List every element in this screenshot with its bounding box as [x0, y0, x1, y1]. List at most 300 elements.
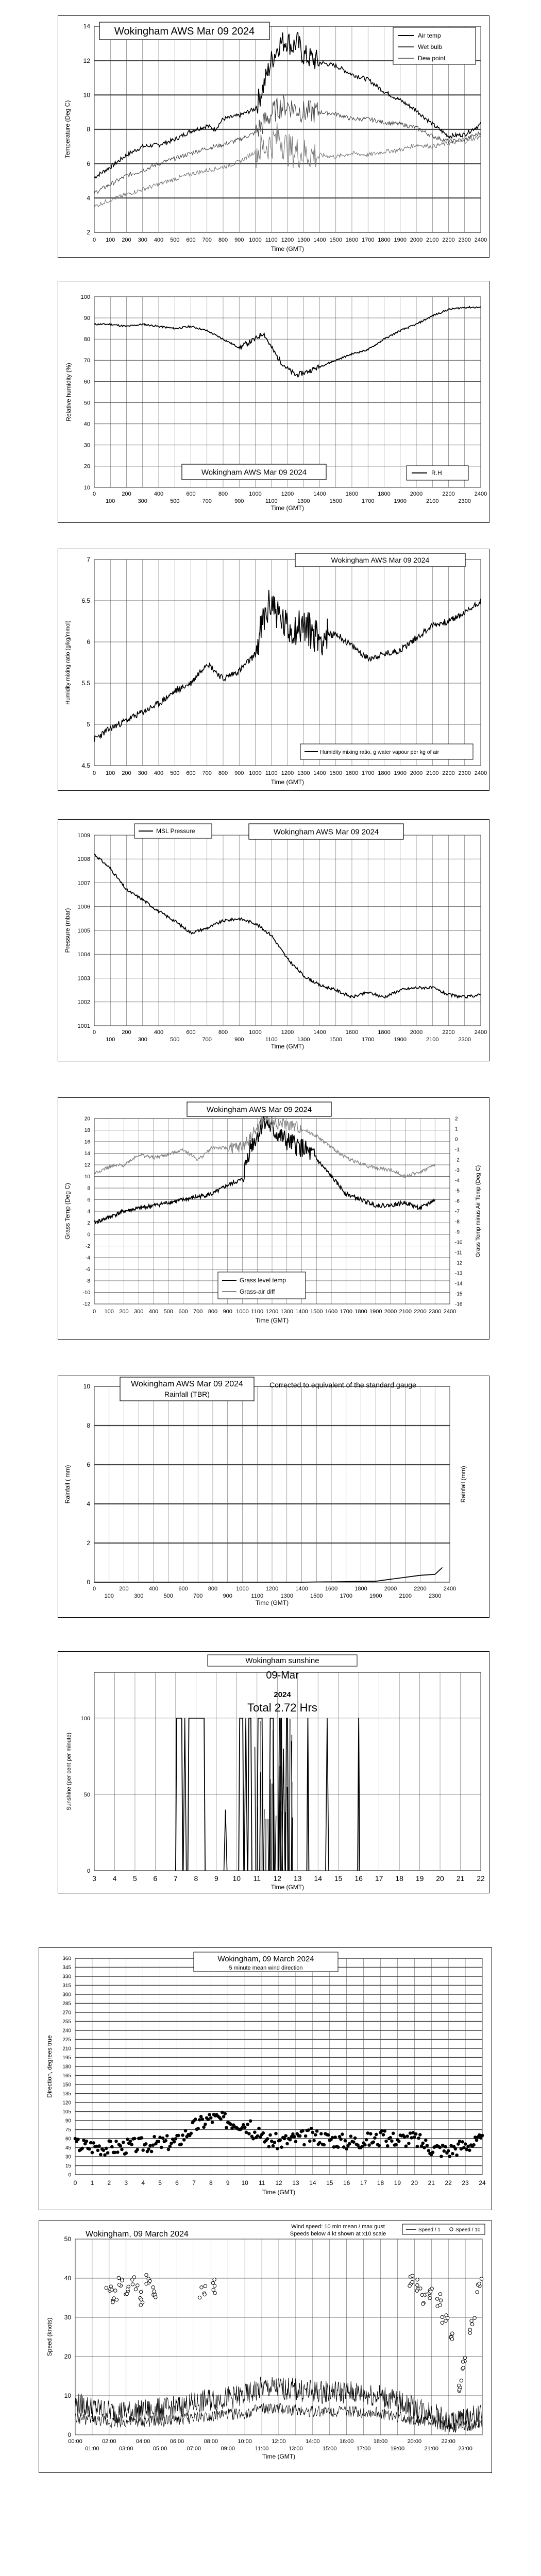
x-tick-21: 2100: [399, 1309, 412, 1315]
speed-10-point-51: [411, 2274, 414, 2277]
direction-point-233: [403, 2135, 407, 2139]
x-tick-3: 300: [134, 1309, 144, 1315]
direction-point-33: [120, 2148, 124, 2151]
x-tick-23: 2300: [458, 770, 471, 776]
y-tick-4: 6.5: [81, 597, 90, 605]
x-tick-top-5: 1000: [236, 1586, 249, 1592]
y-tick-20: 300: [62, 1992, 71, 1998]
x-tick-bottom-3: 700: [202, 498, 212, 504]
x-tick-17: 17: [360, 2179, 367, 2187]
x-tick-bottom-7: 1500: [329, 1037, 342, 1043]
x-tick-18: 21: [456, 1874, 465, 1883]
y-tick-6: 70: [83, 358, 90, 364]
direction-point-272: [458, 2140, 462, 2143]
x-tick-12: 1200: [265, 1309, 279, 1315]
x-tick-20: 2000: [410, 237, 423, 243]
x-tick-15: 1500: [310, 1309, 323, 1315]
speed-10-point-21: [132, 2276, 136, 2279]
y-tick-3: 1004: [77, 952, 90, 958]
direction-point-218: [382, 2133, 385, 2137]
x-tick-0: 0: [73, 2179, 77, 2187]
x-tick-22: 22: [445, 2179, 452, 2187]
x-tick-top-2: 400: [154, 1029, 164, 1036]
direction-point-221: [386, 2144, 390, 2148]
x-tick-24: 2400: [443, 1309, 457, 1315]
x-tick-6: 600: [186, 237, 196, 243]
temperature-chart: [58, 16, 490, 258]
direction-point-73: [177, 2134, 180, 2138]
x-tick-20: 2000: [410, 770, 423, 776]
x-tick-18: 1800: [354, 1309, 367, 1315]
humidity-chart-panel: [58, 281, 489, 523]
x-tick-top-8: 16:00: [339, 2438, 354, 2445]
direction-point-130: [257, 2127, 261, 2130]
mixing-ratio-chart: [58, 549, 490, 791]
x-tick-24: 2400: [474, 237, 487, 243]
y-tick-3: 6: [87, 638, 90, 646]
x-axis-label: Time (GMT): [270, 1043, 305, 1050]
y-tick-22: 330: [62, 1974, 71, 1980]
x-tick-top-7: 1400: [313, 1029, 326, 1036]
x-tick-top-2: 400: [148, 1586, 159, 1592]
x-tick-5: 500: [170, 237, 180, 243]
x-tick-7: 7: [192, 2179, 196, 2187]
y-tick-8: 90: [83, 315, 90, 321]
direction-point-61: [160, 2146, 163, 2149]
temperature-chart-panel: [58, 15, 489, 258]
x-tick-top-0: 0: [92, 1029, 96, 1036]
speed-10-point-82: [451, 2332, 454, 2335]
speed-10-point-36: [153, 2290, 156, 2293]
direction-point-5: [80, 2147, 84, 2150]
direction-point-103: [219, 2117, 223, 2121]
speed-10-point-78: [441, 2315, 444, 2318]
x-tick-0: 0: [92, 237, 96, 243]
y-tick-1: 1002: [77, 999, 90, 1006]
direction-point-174: [319, 2132, 323, 2136]
direction-point-90: [201, 2117, 205, 2121]
sunshine-chart: [58, 1652, 490, 1894]
y-tick-7: 2: [87, 1221, 90, 1226]
y-tick-right-8: -8: [455, 1219, 460, 1225]
x-tick-bottom-1: 300: [134, 1593, 144, 1599]
direction-point-259: [439, 2155, 443, 2158]
direction-point-88: [198, 2118, 201, 2122]
direction-point-106: [224, 2112, 227, 2115]
speed-10-point-43: [203, 2293, 206, 2296]
direction-point-195: [349, 2134, 353, 2138]
x-tick-5: 500: [170, 770, 180, 776]
direction-point-191: [344, 2139, 347, 2143]
speed-10-point-9: [115, 2298, 118, 2301]
y-tick-8: 4: [87, 1209, 90, 1215]
x-tick-bottom-5: 1100: [251, 1593, 264, 1599]
x-tick-10: 13: [293, 1874, 302, 1883]
y-tick-7: 1008: [77, 856, 90, 863]
direction-point-209: [369, 2132, 373, 2136]
speed-10-point-34: [145, 2273, 148, 2276]
speed-10-point-24: [134, 2287, 137, 2291]
x-tick-3: 300: [138, 770, 147, 776]
direction-point-77: [182, 2138, 186, 2142]
direction-point-170: [314, 2133, 317, 2137]
direction-point-127: [253, 2130, 257, 2134]
direction-point-67: [168, 2145, 172, 2148]
y-tick-2: -8: [86, 1278, 90, 1284]
y-tick-1: 10: [64, 2392, 71, 2400]
direction-point-247: [422, 2146, 426, 2149]
x-tick-1: 1: [90, 2179, 94, 2187]
direction-point-138: [268, 2133, 272, 2137]
y-tick-9: 6: [87, 1197, 90, 1203]
direction-point-223: [388, 2136, 392, 2140]
y-tick-2: 6: [87, 160, 90, 167]
x-tick-14: 1400: [313, 237, 326, 243]
x-tick-22: 2200: [442, 237, 455, 243]
x-tick-3: 300: [138, 237, 147, 243]
y-axis-label-right: Grass Temp minus Air Temp (Deg C): [475, 1165, 481, 1258]
direction-point-208: [367, 2143, 371, 2147]
chart-title: Wokingham sunshine: [245, 1656, 319, 1665]
x-tick-bottom-11: 2300: [429, 1593, 442, 1599]
direction-point-169: [312, 2139, 316, 2143]
x-axis-label: Time (GMT): [255, 1599, 289, 1606]
direction-point-120: [243, 2126, 247, 2129]
direction-point-76: [181, 2133, 184, 2137]
x-tick-8: 8: [209, 2179, 213, 2187]
direction-point-241: [414, 2132, 418, 2136]
y-tick-4: 50: [83, 400, 90, 406]
direction-point-276: [464, 2142, 467, 2146]
x-tick-top-3: 600: [186, 491, 196, 497]
x-tick-bottom-10: 2100: [426, 498, 439, 504]
y-tick-5: 1006: [77, 904, 90, 910]
x-tick-top-7: 1400: [295, 1586, 308, 1592]
direction-point-140: [272, 2144, 275, 2148]
speed-10-point-17: [126, 2287, 129, 2291]
sunshine-chart-panel: [58, 1651, 489, 1893]
x-tick-6: 600: [178, 1309, 188, 1315]
y-tick-1: 5: [87, 721, 90, 728]
y-tick-right-14: -2: [455, 1157, 460, 1163]
x-tick-9: 900: [234, 770, 244, 776]
x-tick-3: 6: [153, 1874, 158, 1883]
x-tick-bottom-5: 11:00: [255, 2446, 269, 2452]
direction-point-163: [304, 2134, 308, 2138]
y-tick-1: 50: [83, 1791, 90, 1798]
x-tick-top-7: 14:00: [306, 2438, 320, 2445]
direction-point-186: [336, 2145, 340, 2149]
x-tick-14: 17: [375, 1874, 383, 1883]
chart-annotation: Corrected to equivalent of the standard gauge: [269, 1381, 416, 1389]
y-tick-6: 1007: [77, 880, 90, 887]
direction-point-85: [194, 2117, 197, 2121]
speed-10-point-33: [148, 2279, 151, 2282]
x-tick-22: 2200: [414, 1309, 427, 1315]
speed-10-point-84: [450, 2337, 453, 2341]
y-tick-0: 0: [68, 2172, 71, 2178]
y-tick-0: 2: [87, 229, 90, 236]
y-tick-5: 12: [83, 57, 90, 64]
chart-title: Wokingham AWS Mar 09 2024: [114, 26, 255, 38]
y-tick-right-6: -10: [455, 1240, 463, 1246]
speed-10-point-40: [204, 2284, 207, 2287]
speed-10-point-73: [439, 2299, 442, 2302]
x-tick-bottom-9: 19:00: [390, 2446, 405, 2452]
x-tick-7: 700: [202, 237, 212, 243]
y-tick-2: 5.5: [81, 680, 90, 687]
x-tick-17: 1700: [362, 770, 375, 776]
x-tick-23: 2300: [429, 1309, 442, 1315]
speed-10-point-38: [151, 2286, 155, 2289]
speed-10-point-89: [458, 2388, 461, 2391]
direction-point-220: [384, 2140, 388, 2143]
direction-point-207: [366, 2131, 370, 2135]
x-tick-bottom-9: 1900: [394, 498, 407, 504]
chart-subtitle: Rainfall (TBR): [164, 1390, 210, 1398]
speed-10-point-77: [441, 2321, 444, 2324]
x-axis-label: Time (GMT): [270, 245, 305, 252]
direction-point-179: [327, 2133, 330, 2137]
y-tick-right-2: -14: [455, 1281, 463, 1287]
x-tick-4: 400: [148, 1309, 159, 1315]
x-tick-bottom-0: 01:00: [85, 2446, 99, 2452]
x-axis-label: Time (GMT): [262, 2453, 296, 2460]
x-tick-7: 10: [232, 1874, 241, 1883]
direction-point-29: [114, 2140, 118, 2143]
speed-10-point-44: [198, 2296, 201, 2299]
speed-10-point-22: [131, 2283, 134, 2286]
x-tick-top-3: 06:00: [170, 2438, 184, 2445]
direction-point-142: [274, 2132, 278, 2136]
direction-point-270: [455, 2154, 459, 2157]
y-tick-5: 50: [64, 2235, 71, 2243]
x-tick-23: 23: [462, 2179, 469, 2187]
direction-point-22: [105, 2147, 108, 2150]
x-tick-bottom-11: 2300: [458, 1037, 471, 1043]
y-tick-19: 285: [62, 2001, 71, 2007]
y-tick-0: 0: [87, 1868, 90, 1874]
x-tick-top-12: 2400: [474, 1029, 487, 1036]
direction-point-261: [443, 2149, 446, 2153]
direction-point-197: [352, 2140, 356, 2144]
chart-year: 2024: [274, 1690, 291, 1699]
x-tick-13: 1300: [280, 1309, 293, 1315]
x-tick-19: 1900: [394, 237, 407, 243]
y-tick-right-5: -11: [455, 1250, 462, 1256]
y-tick-6: 0: [87, 1232, 90, 1238]
speed-10-point-55: [416, 2283, 419, 2286]
direction-point-225: [392, 2132, 395, 2136]
x-tick-top-9: 1800: [354, 1586, 367, 1592]
x-tick-2: 200: [122, 237, 131, 243]
direction-point-275: [462, 2146, 466, 2149]
x-tick-21: 21: [428, 2179, 435, 2187]
x-tick-8: 800: [218, 237, 228, 243]
x-tick-top-4: 800: [208, 1586, 218, 1592]
y-tick-right-18: 2: [455, 1116, 458, 1122]
x-tick-top-2: 400: [154, 491, 164, 497]
direction-point-248: [424, 2139, 428, 2142]
x-tick-19: 1900: [394, 770, 407, 776]
y-tick-3: 40: [83, 421, 90, 428]
direction-point-53: [148, 2144, 152, 2148]
x-tick-top-5: 10:00: [238, 2438, 252, 2445]
x-tick-top-5: 1000: [249, 1029, 262, 1036]
direction-point-52: [147, 2147, 150, 2151]
y-tick-12: 180: [62, 2064, 71, 2070]
x-tick-top-8: 1600: [325, 1586, 338, 1592]
x-tick-bottom-1: 300: [138, 1037, 147, 1043]
y-tick-right-16: 0: [455, 1137, 458, 1143]
x-tick-16: 16: [343, 2179, 350, 2187]
direction-point-50: [144, 2142, 148, 2146]
x-tick-bottom-6: 13:00: [289, 2446, 303, 2452]
direction-point-107: [225, 2126, 228, 2129]
x-tick-bottom-3: 07:00: [187, 2446, 201, 2452]
x-axis-label: Time (GMT): [270, 778, 305, 786]
x-tick-bottom-9: 1900: [369, 1593, 382, 1599]
x-tick-top-5: 1000: [249, 491, 262, 497]
x-tick-15: 18: [395, 1874, 403, 1883]
x-tick-0: 0: [92, 1309, 96, 1315]
speed-10-point-23: [136, 2284, 139, 2287]
direction-point-227: [394, 2143, 398, 2147]
direction-point-37: [126, 2138, 129, 2141]
direction-point-215: [378, 2144, 381, 2147]
direction-point-176: [323, 2143, 326, 2147]
direction-point-235: [405, 2134, 409, 2138]
x-tick-top-8: 1600: [345, 1029, 359, 1036]
chart-subtitle: 5 minute mean wind direction: [229, 1965, 303, 1971]
direction-point-40: [130, 2143, 133, 2146]
x-tick-4: 400: [154, 770, 164, 776]
x-tick-top-4: 800: [218, 491, 228, 497]
direction-point-161: [301, 2129, 305, 2133]
direction-point-238: [410, 2136, 414, 2140]
rainfall-chart: [58, 1376, 490, 1618]
y-tick-right-15: -1: [455, 1147, 460, 1153]
x-tick-bottom-6: 1300: [280, 1593, 293, 1599]
x-tick-16: 19: [415, 1874, 424, 1883]
speed-10-point-41: [200, 2286, 203, 2289]
x-tick-11: 1100: [265, 237, 278, 243]
x-tick-11: 14: [314, 1874, 322, 1883]
direction-point-166: [308, 2140, 312, 2143]
speed-10-point-94: [463, 2356, 466, 2359]
direction-point-56: [153, 2135, 156, 2139]
x-tick-4: 400: [154, 237, 164, 243]
direction-point-224: [390, 2139, 394, 2143]
x-tick-top-6: 1200: [265, 1586, 279, 1592]
x-tick-top-9: 1800: [378, 1029, 391, 1036]
x-tick-18: 1800: [378, 237, 391, 243]
speed-10-point-64: [421, 2302, 425, 2306]
x-tick-20: 2000: [384, 1309, 397, 1315]
speed-10-point-74: [435, 2297, 438, 2300]
speed-10-point-96: [468, 2331, 471, 2334]
direction-point-97: [211, 2121, 214, 2124]
direction-point-243: [417, 2137, 420, 2140]
x-tick-8: 11: [253, 1874, 261, 1883]
direction-point-229: [397, 2140, 401, 2143]
direction-point-219: [383, 2129, 386, 2133]
direction-point-171: [315, 2129, 319, 2133]
y-tick-16: 20: [84, 1116, 90, 1122]
y-tick-0: 4.5: [81, 762, 90, 770]
x-tick-2: 2: [107, 2179, 111, 2187]
speed-10-point-88: [460, 2379, 463, 2382]
x-tick-14: 14: [309, 2179, 316, 2187]
x-tick-6: 600: [186, 770, 196, 776]
x-tick-4: 4: [141, 2179, 145, 2187]
direction-point-152: [289, 2138, 292, 2142]
x-tick-1: 100: [106, 770, 115, 776]
speed-10-point-25: [140, 2290, 143, 2293]
y-tick-2: 20: [64, 2353, 71, 2361]
speed-10-point-29: [141, 2301, 144, 2304]
y-axis-label: Speed (knots): [46, 2317, 53, 2357]
x-tick-bottom-8: 1700: [362, 1037, 375, 1043]
direction-point-20: [102, 2148, 106, 2152]
y-tick-right-11: -5: [455, 1188, 460, 1194]
direction-point-105: [222, 2115, 226, 2119]
x-tick-12: 15: [334, 1874, 343, 1883]
speed-10-point-76: [444, 2319, 447, 2323]
x-tick-17: 1700: [340, 1309, 352, 1315]
direction-point-65: [165, 2134, 169, 2138]
direction-point-265: [448, 2155, 452, 2158]
wind-direction-chart: [39, 1948, 493, 2211]
x-tick-top-10: 2000: [384, 1586, 397, 1592]
x-tick-top-4: 08:00: [204, 2438, 218, 2445]
direction-point-8: [85, 2140, 89, 2143]
direction-point-32: [119, 2144, 123, 2148]
x-tick-2: 200: [122, 770, 131, 776]
x-tick-bottom-10: 2100: [426, 1037, 439, 1043]
x-tick-4: 7: [173, 1874, 178, 1883]
x-tick-11: 1100: [251, 1309, 264, 1315]
x-tick-bottom-7: 15:00: [322, 2446, 337, 2452]
y-tick-right-9: -7: [455, 1209, 460, 1215]
direction-point-184: [333, 2136, 337, 2139]
legend-label-0: Speed / 1: [418, 2227, 441, 2233]
direction-point-13: [92, 2141, 95, 2145]
y-tick-2: 1003: [77, 975, 90, 982]
legend-label-2: Dew point: [418, 55, 446, 62]
direction-point-168: [311, 2131, 315, 2134]
y-tick-1: 2: [87, 1539, 90, 1547]
speed-10-point-63: [420, 2293, 424, 2296]
x-tick-top-9: 1800: [378, 491, 391, 497]
direction-point-92: [204, 2123, 207, 2126]
y-tick-right-7: -9: [455, 1229, 460, 1235]
x-tick-8: 800: [208, 1309, 218, 1315]
direction-point-284: [475, 2139, 479, 2142]
x-tick-14: 1400: [313, 770, 326, 776]
y-tick-4: 10: [83, 91, 90, 99]
y-tick-1: 4: [87, 194, 90, 202]
x-tick-bottom-8: 1700: [362, 498, 375, 504]
x-tick-2: 200: [119, 1309, 129, 1315]
y-tick-13: 14: [84, 1151, 90, 1157]
x-tick-top-2: 04:00: [136, 2438, 150, 2445]
direction-point-48: [141, 2148, 145, 2152]
direction-point-10: [88, 2147, 91, 2151]
x-tick-bottom-4: 900: [223, 1593, 232, 1599]
speed-10-point-97: [468, 2328, 471, 2331]
y-tick-1: 20: [83, 463, 90, 470]
